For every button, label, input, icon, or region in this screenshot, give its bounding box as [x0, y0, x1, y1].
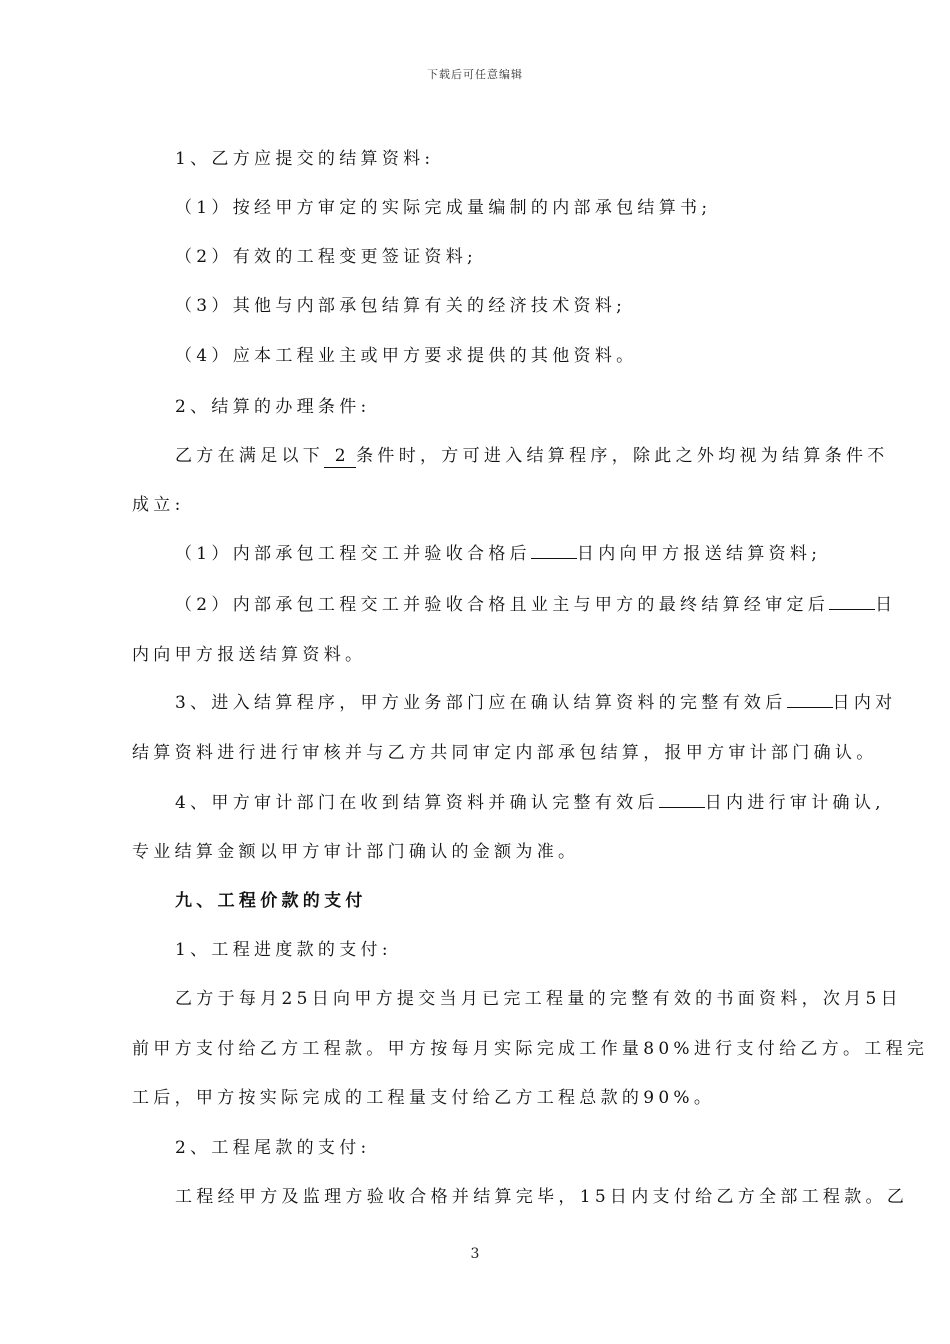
blank-field — [787, 707, 833, 708]
blank-field — [659, 807, 705, 808]
clause-text: 1、工程进度款的支付: — [175, 940, 392, 960]
clause-text: 工程经甲方及监理方验收合格并结算完毕，15日内支付给乙方全部工程款。乙 — [175, 1187, 909, 1207]
clause-text: 结算资料进行进行审核并与乙方共同审定内部承包结算，报甲方审计部门确认。 — [132, 743, 878, 763]
blank-field — [829, 609, 875, 610]
text-run: 4、甲方审计部门在收到结算资料并确认完整有效后 — [175, 793, 659, 813]
clause-text: 2、结算的办理条件: — [175, 397, 371, 417]
clause-text — [175, 543, 821, 565]
clause-text: 1、乙方应提交的结算资料: — [175, 149, 435, 169]
clause-text: 成立: — [132, 495, 185, 515]
clause-text: 乙方于每月25日向甲方提交当月已完工程量的完整有效的书面资料，次月5日 — [175, 989, 902, 1009]
clause-text — [175, 445, 889, 468]
clause-text: （4）应本工程业主或甲方要求提供的其他资料。 — [175, 346, 638, 366]
page-header: 下载后可任意编辑 — [427, 68, 523, 81]
clause-text — [175, 692, 896, 714]
page-number: 3 — [470, 1246, 480, 1262]
text-run: （1）内部承包工程交工并验收合格后 — [175, 544, 531, 564]
text-run: 乙方在满足以下 — [175, 446, 325, 466]
clause-text: 前甲方支付给乙方工程款。甲方按每月实际完成工作量80%进行支付给乙方。工程完 — [132, 1039, 929, 1059]
text-run: 日 — [875, 595, 897, 615]
clause-text: 专业结算金额以甲方审计部门确认的金额为准。 — [132, 842, 580, 862]
clause-text: （2）有效的工程变更签证资料; — [175, 247, 478, 267]
clause-text: 工后，甲方按实际完成的工程量支付给乙方工程总款的90%。 — [132, 1088, 716, 1108]
clause-text: （1）按经甲方审定的实际完成量编制的内部承包结算书; — [175, 198, 712, 218]
text-run: 条件时，方可进入结算程序，除此之外均视为结算条件不 — [356, 446, 889, 466]
clause-text: （3）其他与内部承包结算有关的经济技术资料; — [175, 296, 627, 316]
text-run: 日内对 — [832, 693, 897, 713]
clause-text — [175, 792, 885, 814]
text-run: （2）内部承包工程交工并验收合格且业主与甲方的最终结算经审定后 — [175, 595, 830, 615]
clause-text: 内向甲方报送结算资料。 — [132, 645, 367, 665]
text-run: 日内进行审计确认, — [704, 793, 885, 813]
text-run: 3、进入结算程序，甲方业务部门应在确认结算资料的完整有效后 — [175, 693, 787, 713]
blank-field — [531, 558, 577, 559]
clause-text: 2、工程尾款的支付: — [175, 1138, 371, 1158]
clause-text — [175, 594, 896, 616]
text-run: 日内向甲方报送结算资料; — [576, 544, 822, 564]
section-heading: 九、工程价款的支付 — [175, 891, 367, 911]
filled-blank: 2 — [324, 445, 356, 468]
